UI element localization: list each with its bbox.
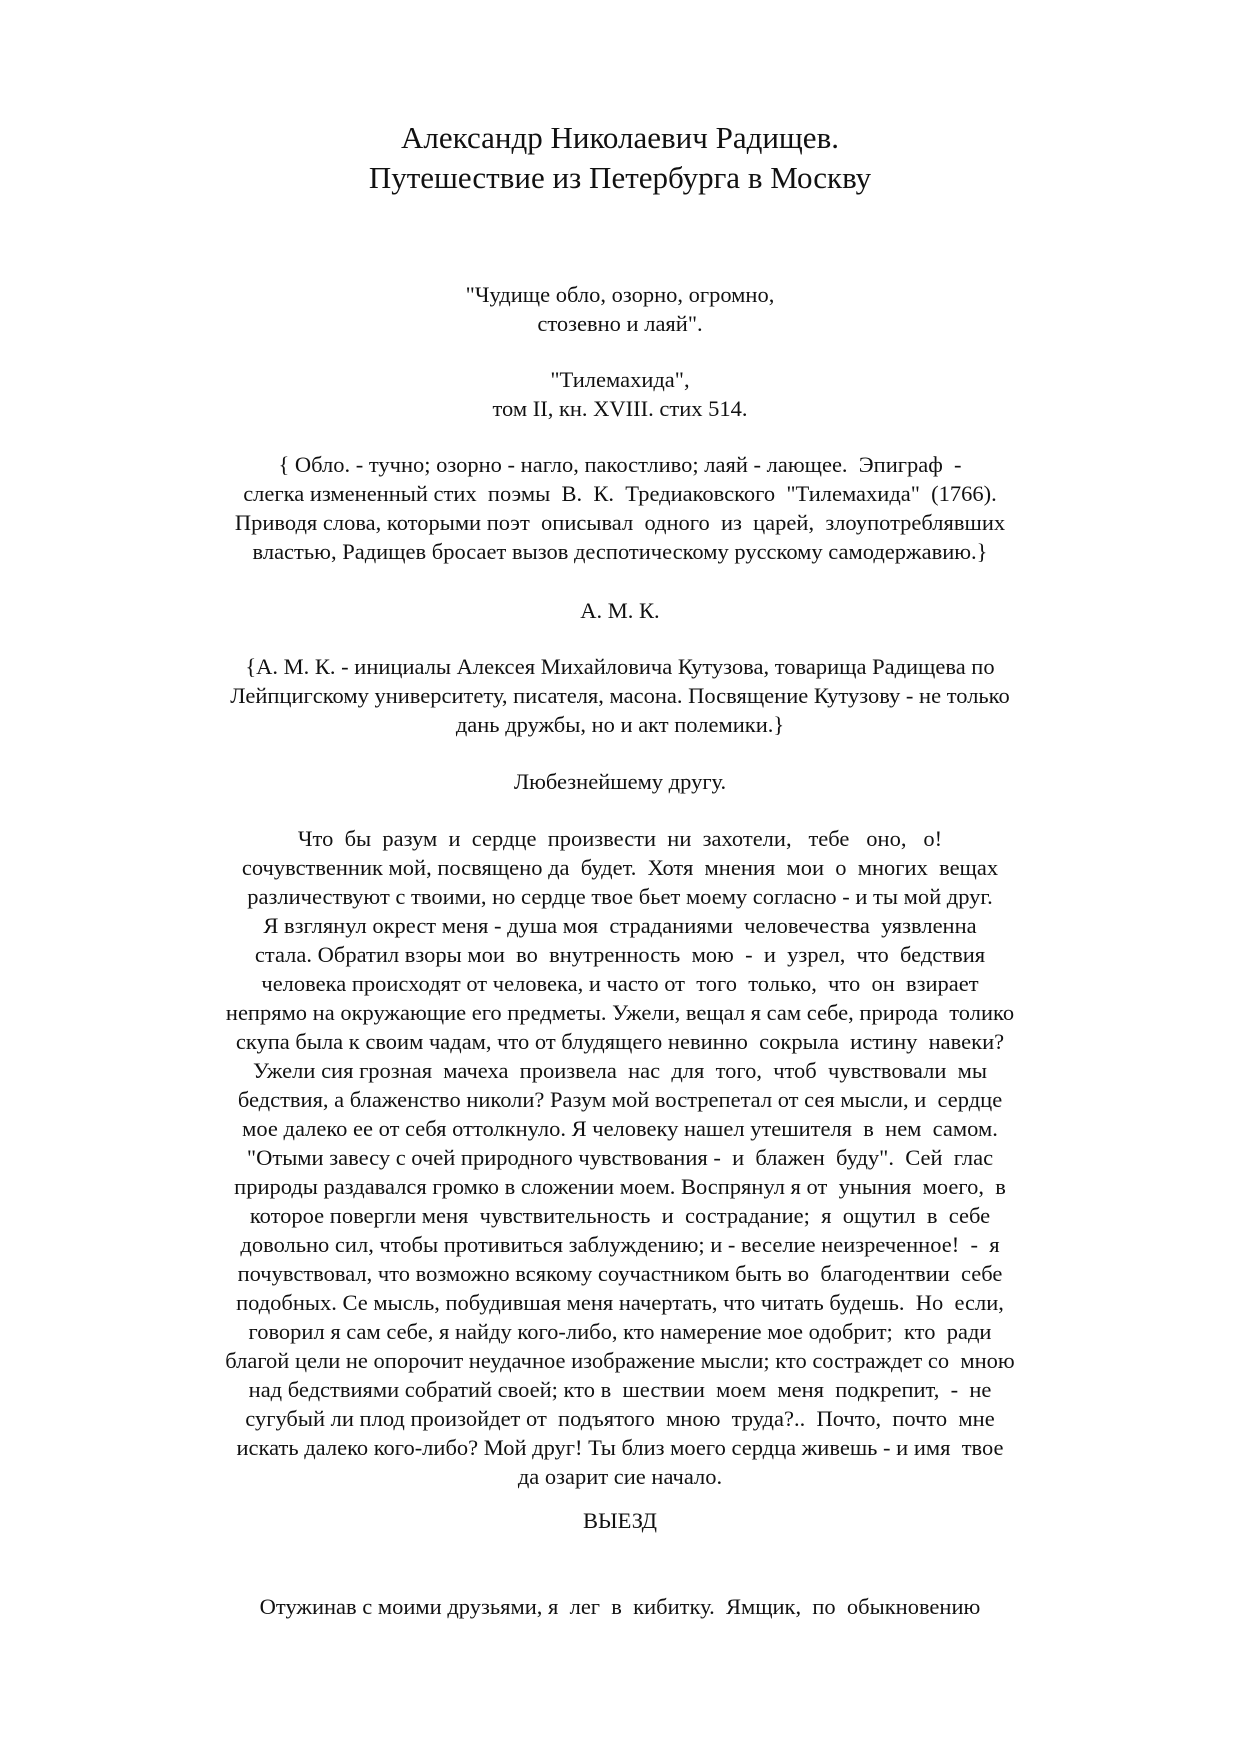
- letter-line: Ужели сия грозная мачеха произвела нас для того, чтоб чувствовали мы: [252, 1058, 987, 1083]
- epigraph-note-line: властью, Радищев бросает вызов деспотическому русскому самодержавию.}: [252, 539, 988, 564]
- letter-line: скупа была к своим чадам, что от блудящего невинно сокрыла истину навеки?: [235, 1029, 1005, 1054]
- letter-line: "Отыми завесу с очей природного чувствования - и блажен буду". Сей глас: [246, 1145, 994, 1170]
- epigraph-note-line: Приводя слова, которыми поэт описывал одного из царей, злоупотреблявших: [234, 510, 1006, 535]
- salutation-text: Любезнейшему другу.: [513, 769, 727, 794]
- chapter-heading: [170, 1506, 1070, 1535]
- dedication-initials: [170, 596, 1070, 625]
- initials-note: [170, 652, 1070, 739]
- epigraph-source-line: том II, кн. XVIII. стих 514.: [492, 396, 748, 421]
- letter-line: природы раздавался громко в сложении моем. Воспрянул я от уныния моего, в: [234, 1174, 1006, 1199]
- epigraph-note-line: { Обло. - тучно; озорно - нагло, пакостливо; лаяй - лающее. Эпиграф -: [278, 452, 962, 477]
- epigraph-note-line: слегка измененный стих поэмы В. К. Тредиаковского "Тилемахида" (1766).: [243, 481, 997, 506]
- letter-line: почувствовал, что возможно всякому соучастником быть во благодентвии себе: [237, 1261, 1003, 1286]
- initials-note-line: дань дружбы, но и акт полемики.}: [455, 712, 785, 737]
- letter-line: благой цели не опорочит неудачное изображение мысли; кто состраждет со мною: [225, 1348, 1015, 1373]
- letter-line: различествуют с твоими, но сердце твое бьет моему согласно - и ты мой друг.: [247, 884, 993, 909]
- letter-line: непрямо на окружающие его предметы. Ужели, вещал я сам себе, природа толико: [225, 1000, 1015, 1025]
- letter-line: Что бы разум и сердце произвести ни захотели, тебе оно, о!: [297, 826, 943, 851]
- letter-line: сочувственник мой, посвящено да будет. Хотя мнения мои о многих вещах: [241, 855, 999, 880]
- letter-line: стала. Обратил взоры мои во внутренность мою - и узрел, что бедствия: [254, 942, 986, 967]
- salutation: [170, 767, 1070, 796]
- letter-line: искать далеко кого-либо? Мой друг! Ты близ моего сердца живешь - и имя твое: [236, 1435, 1004, 1460]
- chapter-first-line: Отужинав с моими друзьями, я лег в кибитку. Ямщик, по обыкновению: [259, 1594, 981, 1619]
- chapter-text: [170, 1592, 1070, 1621]
- title-work: Путешествие из Петербурга в Москву: [368, 160, 872, 195]
- letter-line: подобных. Се мысль, побудившая меня начертать, что читать будешь. Но если,: [236, 1290, 1004, 1315]
- letter-line: да озарит сие начало.: [517, 1464, 723, 1489]
- letter-line: человека происходят от человека, и часто от того только, что он взирает: [261, 971, 979, 996]
- dedication-letter: [170, 824, 1070, 1491]
- letter-line: мое далеко ее от себя оттолкнуло. Я человеку нашел утешителя в нем самом.: [242, 1116, 998, 1141]
- letter-line: которое повергли меня чувствительность и сострадание; я ощутил в себе: [249, 1203, 991, 1228]
- letter-line: довольно сил, чтобы противиться заблуждению; и - веселие неизреченное! - я: [240, 1232, 1000, 1257]
- chapter-title: ВЫЕЗД: [583, 1508, 657, 1533]
- epigraph: [170, 280, 1070, 338]
- initials-note-line: {А. М. К. - инициалы Алексея Михайловича Кутузова, товарища Радищева по: [245, 654, 995, 679]
- document-title: [0, 118, 1240, 198]
- letter-line: над бедствиями собратий своей; кто в шествии моем меня подкрепит, - не: [248, 1377, 992, 1402]
- title-author: Александр Николаевич Радищев.: [401, 120, 839, 155]
- epigraph-note: [170, 450, 1070, 566]
- letter-line: говорил я сам себе, я найду кого-либо, кто намерение мое одобрит; кто ради: [248, 1319, 992, 1344]
- letter-line: бедствия, а блаженство николи? Разум мой вострепетал от сея мысли, и сердце: [237, 1087, 1003, 1112]
- initials-note-line: Лейпцигскому университету, писателя, масона. Посвящение Кутузову - не только: [230, 683, 1010, 708]
- epigraph-line: "Чудище обло, озорно, огромно,: [465, 282, 775, 307]
- epigraph-source: [170, 365, 1070, 423]
- epigraph-line: стозевно и лаяй".: [537, 311, 703, 336]
- letter-line: сугубый ли плод произойдет от подъятого мною труда?.. Почто, почто мне: [245, 1406, 995, 1431]
- letter-line: Я взглянул окрест меня - душа моя страданиями человечества уязвленна: [263, 913, 977, 938]
- initials-text: А. М. К.: [580, 598, 660, 623]
- epigraph-source-line: "Тилемахида",: [550, 367, 690, 392]
